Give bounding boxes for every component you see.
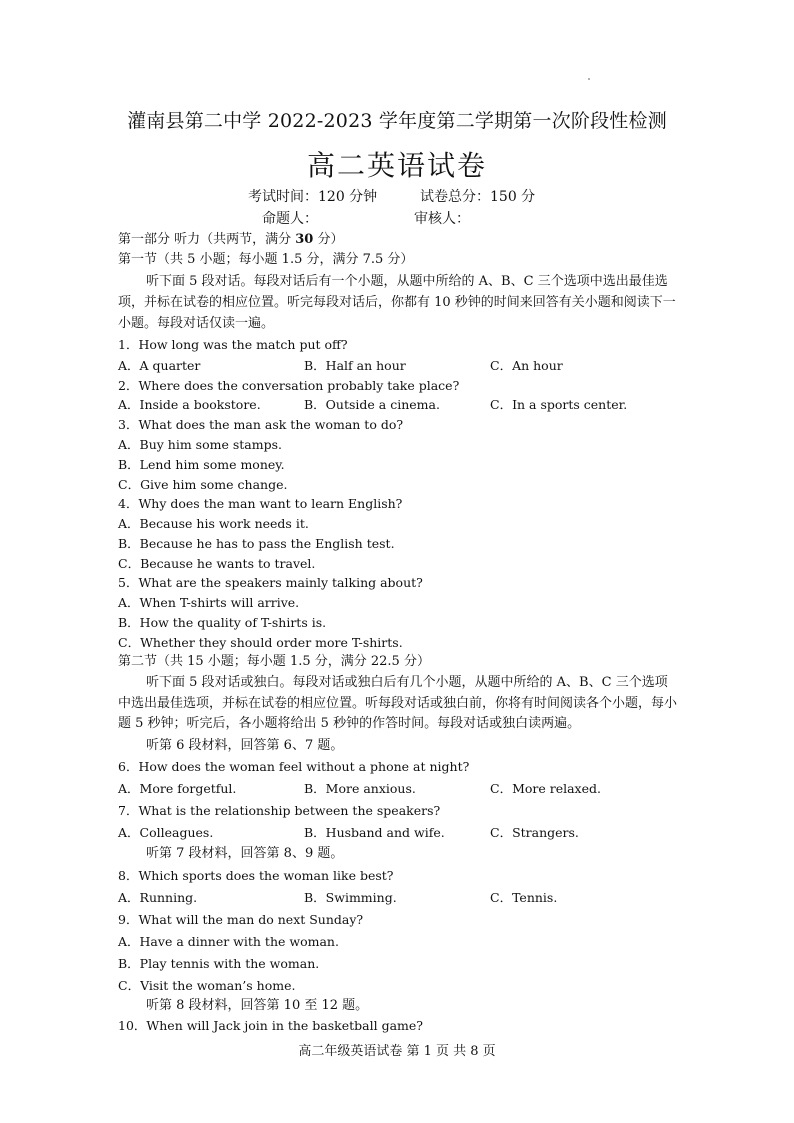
section2-heading: 第二节（共 15 小题；每小题 1.5 分，满分 22.5 分） — [118, 654, 430, 669]
option-c: C．More relaxed. — [490, 781, 601, 796]
material-note-7: 听第 7 段材料，回答第 8、9 题。 — [146, 846, 344, 861]
option-a: A．Have a dinner with the woman. — [118, 934, 339, 949]
question-stem: 1．How long was the match put off? — [118, 337, 348, 352]
reviewer-label: 审核人： — [414, 211, 470, 227]
question-stem: 6．How does the woman feel without a phone at night? — [118, 759, 470, 774]
option-c: C．In a sports center. — [490, 397, 628, 412]
school-title: 灌南县第二中学 2022-2023 学年度第二学期第一次阶段性检测 — [127, 110, 667, 132]
option-b: B．Swimming. — [304, 890, 397, 905]
part1-heading-score: 30 — [295, 232, 314, 247]
part1-heading-suffix: 分） — [313, 232, 344, 247]
question-stem: 8．Which sports does the woman like best? — [118, 868, 394, 883]
option-b: B．Play tennis with the woman. — [118, 956, 320, 971]
option-a: A．Inside a bookstore. — [118, 397, 261, 412]
option-a: A．Colleagues. — [118, 825, 214, 840]
question-stem: 5．What are the speakers mainly talking about? — [118, 575, 423, 590]
question-stem: 7．What is the relationship between the speakers? — [118, 803, 441, 818]
author-label: 命题人： — [262, 211, 318, 227]
option-c: C．An hour — [490, 358, 563, 373]
question-stem: 9．What will the man do next Sunday? — [118, 912, 364, 927]
option-b: B．How the quality of T-shirts is. — [118, 615, 327, 630]
option-b: B．Lend him some money. — [118, 457, 285, 472]
option-c: C．Visit the woman’s home. — [118, 978, 296, 993]
option-a: A．Running. — [118, 890, 198, 905]
option-c: C．Because he wants to travel. — [118, 556, 316, 571]
option-a: A．More forgetful. — [118, 781, 237, 796]
question-stem: 3．What does the man ask the woman to do? — [118, 417, 404, 432]
option-b: B．Husband and wife. — [304, 825, 445, 840]
section1-heading: 第一节（共 5 小题；每小题 1.5 分，满分 7.5 分） — [118, 252, 414, 267]
total-score: 试卷总分：150 分 — [420, 189, 536, 205]
page-footer: 高二年级英语试卷 第 1 页 共 8 页 — [298, 1044, 496, 1059]
option-a: A．Because his work needs it. — [118, 516, 309, 531]
option-c: C．Give him some change. — [118, 477, 288, 492]
question-stem: 4．Why does the man want to learn English? — [118, 496, 403, 511]
section2-instructions: 听下面 5 段对话或独白。每段对话或独白后有几个小题，从题中所给的 A、B、C 三个选项中选出最佳选项，并标在试卷的相应位置。听每段对话或独白前，你将有时间阅读各个小题，每小题 5 秒钟；听完后，各小题将给出 5 秒钟的作答时间。每段对话或独白读两遍。 — [118, 675, 678, 731]
option-c: C．Tennis. — [490, 890, 558, 905]
option-a: A．Buy him some stamps. — [118, 437, 282, 452]
exam-time: 考试时间：120 分钟 — [248, 189, 378, 205]
material-note-8: 听第 8 段材料，回答第 10 至 12 题。 — [146, 998, 369, 1013]
option-b: B．Outside a cinema. — [304, 397, 440, 412]
part1-heading-prefix: 第一部分 听力（共两节，满分 — [118, 232, 296, 247]
material-note-6: 听第 6 段材料，回答第 6、7 题。 — [146, 738, 344, 753]
option-b: B．Because he has to pass the English test. — [118, 536, 395, 551]
scan-speck — [588, 78, 590, 80]
question-stem: 10．When will Jack join in the basketball game? — [118, 1018, 423, 1033]
question-stem: 2．Where does the conversation probably take place? — [118, 378, 460, 393]
option-a: A．A quarter — [118, 358, 201, 373]
option-c: C．Whether they should order more T-shirts. — [118, 635, 403, 650]
section1-instructions: 听下面 5 段对话。每段对话后有一个小题，从题中所给的 A、B、C 三个选项中选出最佳选项，并标在试卷的相应位置。听完每段对话后，你都有 10 秒钟的时间来回答有关小题和阅读下一小题。每段对话仅读一遍。 — [118, 274, 676, 331]
option-a: A．When T-shirts will arrive. — [118, 595, 300, 610]
option-b: B．More anxious. — [304, 781, 416, 796]
subject-title: 高二英语试卷 — [306, 149, 487, 182]
option-b: B．Half an hour — [304, 358, 406, 373]
part1-heading — [118, 232, 344, 248]
option-c: C．Strangers. — [490, 825, 579, 840]
